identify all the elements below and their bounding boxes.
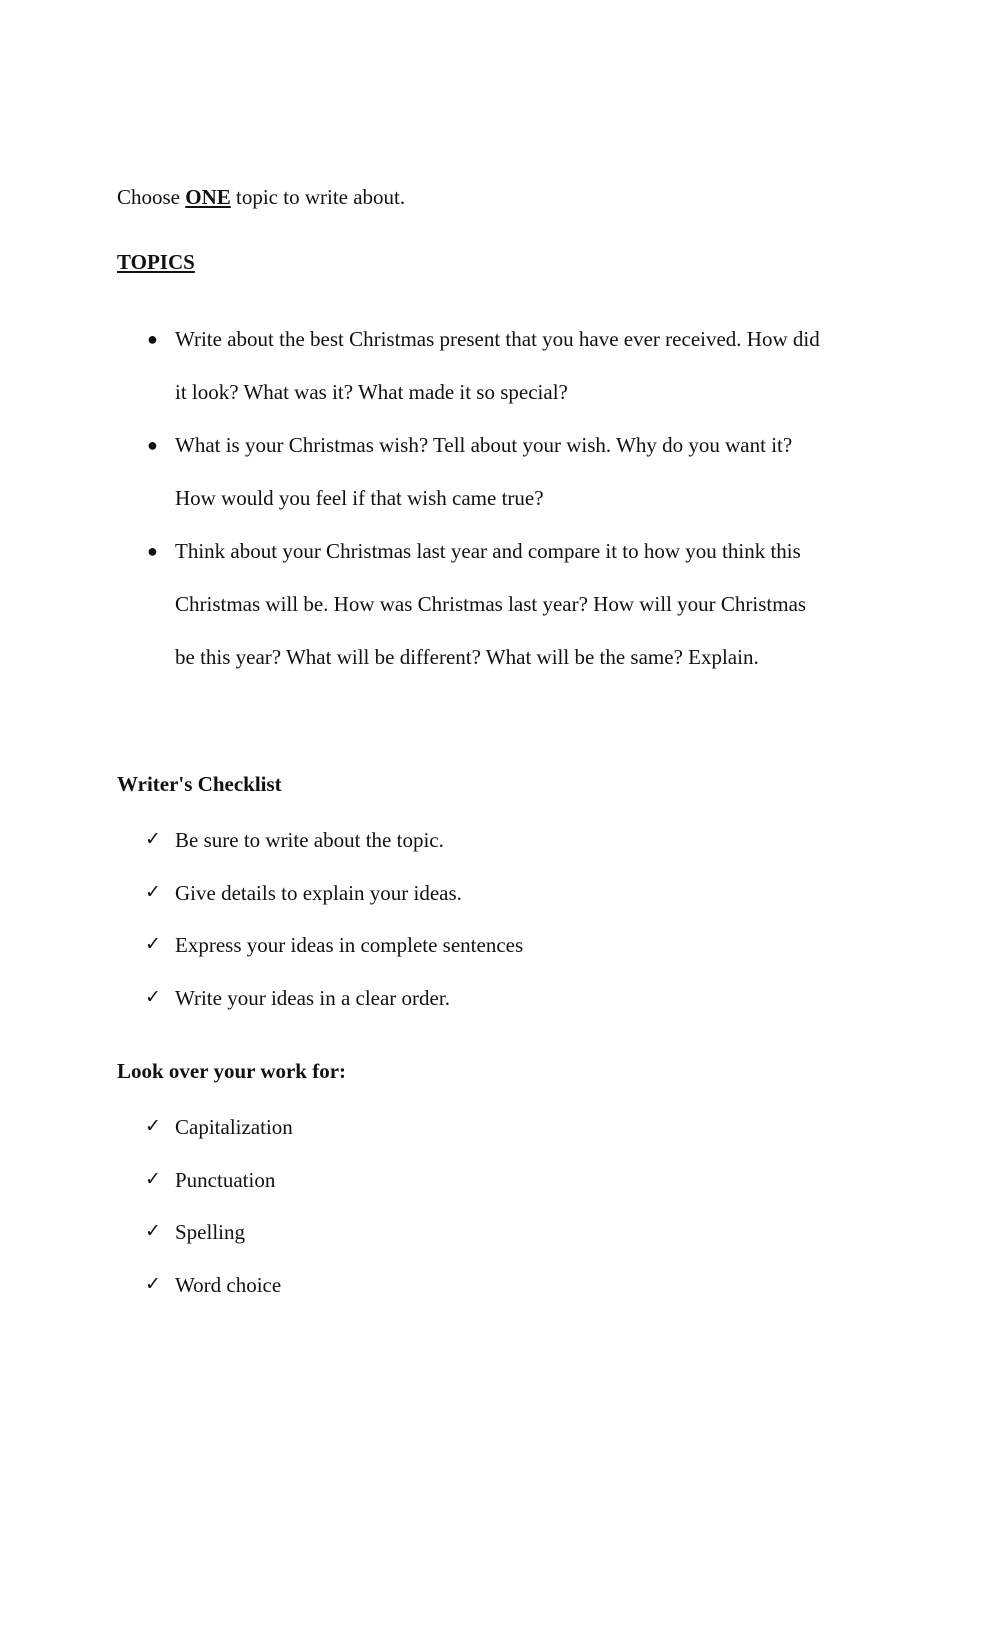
topic-item [117, 313, 897, 419]
checklist-item-label: Give details to explain your ideas. [175, 880, 462, 905]
look-over-item-label: Punctuation [175, 1167, 276, 1192]
look-over-item [117, 1271, 817, 1324]
intro-before: Choose [117, 185, 186, 209]
checkmark-icon: ✓ [145, 1272, 161, 1295]
bullet-icon: ● [147, 329, 158, 349]
checklist-item [117, 826, 817, 879]
writers-checklist-heading: Writer's Checklist [117, 772, 282, 796]
topic-line: How would you feel if that wish came true? [175, 486, 544, 510]
topic-item [117, 419, 897, 525]
look-over-list [117, 1113, 817, 1323]
intro-instruction [117, 183, 405, 211]
intro-emphasis: ONE [185, 185, 231, 209]
look-over-item [117, 1166, 817, 1219]
look-over-item [117, 1113, 817, 1166]
checklist-item-label: Write your ideas in a clear order. [175, 985, 450, 1010]
checklist-item [117, 879, 817, 932]
look-over-heading: Look over your work for: [117, 1059, 347, 1083]
checkmark-icon: ✓ [145, 880, 161, 903]
topic-line: Write about the best Christmas present that you have ever received. How did [175, 327, 820, 351]
bullet-icon: ● [147, 541, 158, 561]
look-over-item-label: Word choice [175, 1272, 282, 1297]
writers-checklist [117, 826, 817, 1036]
checklist-item [117, 931, 817, 984]
checkmark-icon: ✓ [145, 985, 161, 1008]
checkmark-icon: ✓ [145, 1220, 161, 1242]
checklist-item [117, 984, 817, 1037]
topic-line: Think about your Christmas last year and compare it to how you think this [175, 539, 801, 563]
topics-heading: TOPICS [117, 250, 195, 274]
topics-list [117, 313, 897, 684]
intro-after: topic to write about. [230, 185, 406, 209]
look-over-item-label: Capitalization [175, 1115, 293, 1139]
checklist-item-label: Be sure to write about the topic. [175, 828, 444, 852]
topic-line: What is your Christmas wish? Tell about your wish. Why do you want it? [175, 433, 793, 457]
checklist-item-label: Express your ideas in complete sentences [175, 933, 524, 957]
checkmark-icon: ✓ [145, 828, 161, 850]
look-over-item-label: Spelling [175, 1220, 246, 1244]
bullet-icon: ● [147, 435, 158, 455]
look-over-item [117, 1218, 817, 1271]
topic-line: Christmas will be. How was Christmas last year? How will your Christmas [175, 592, 807, 616]
checkmark-icon: ✓ [145, 933, 161, 955]
topic-line: be this year? What will be different? What will be the same? Explain. [175, 645, 759, 669]
checkmark-icon: ✓ [145, 1167, 161, 1190]
topic-line: it look? What was it? What made it so special? [175, 380, 568, 404]
topic-item [117, 525, 897, 684]
checkmark-icon: ✓ [145, 1115, 161, 1137]
